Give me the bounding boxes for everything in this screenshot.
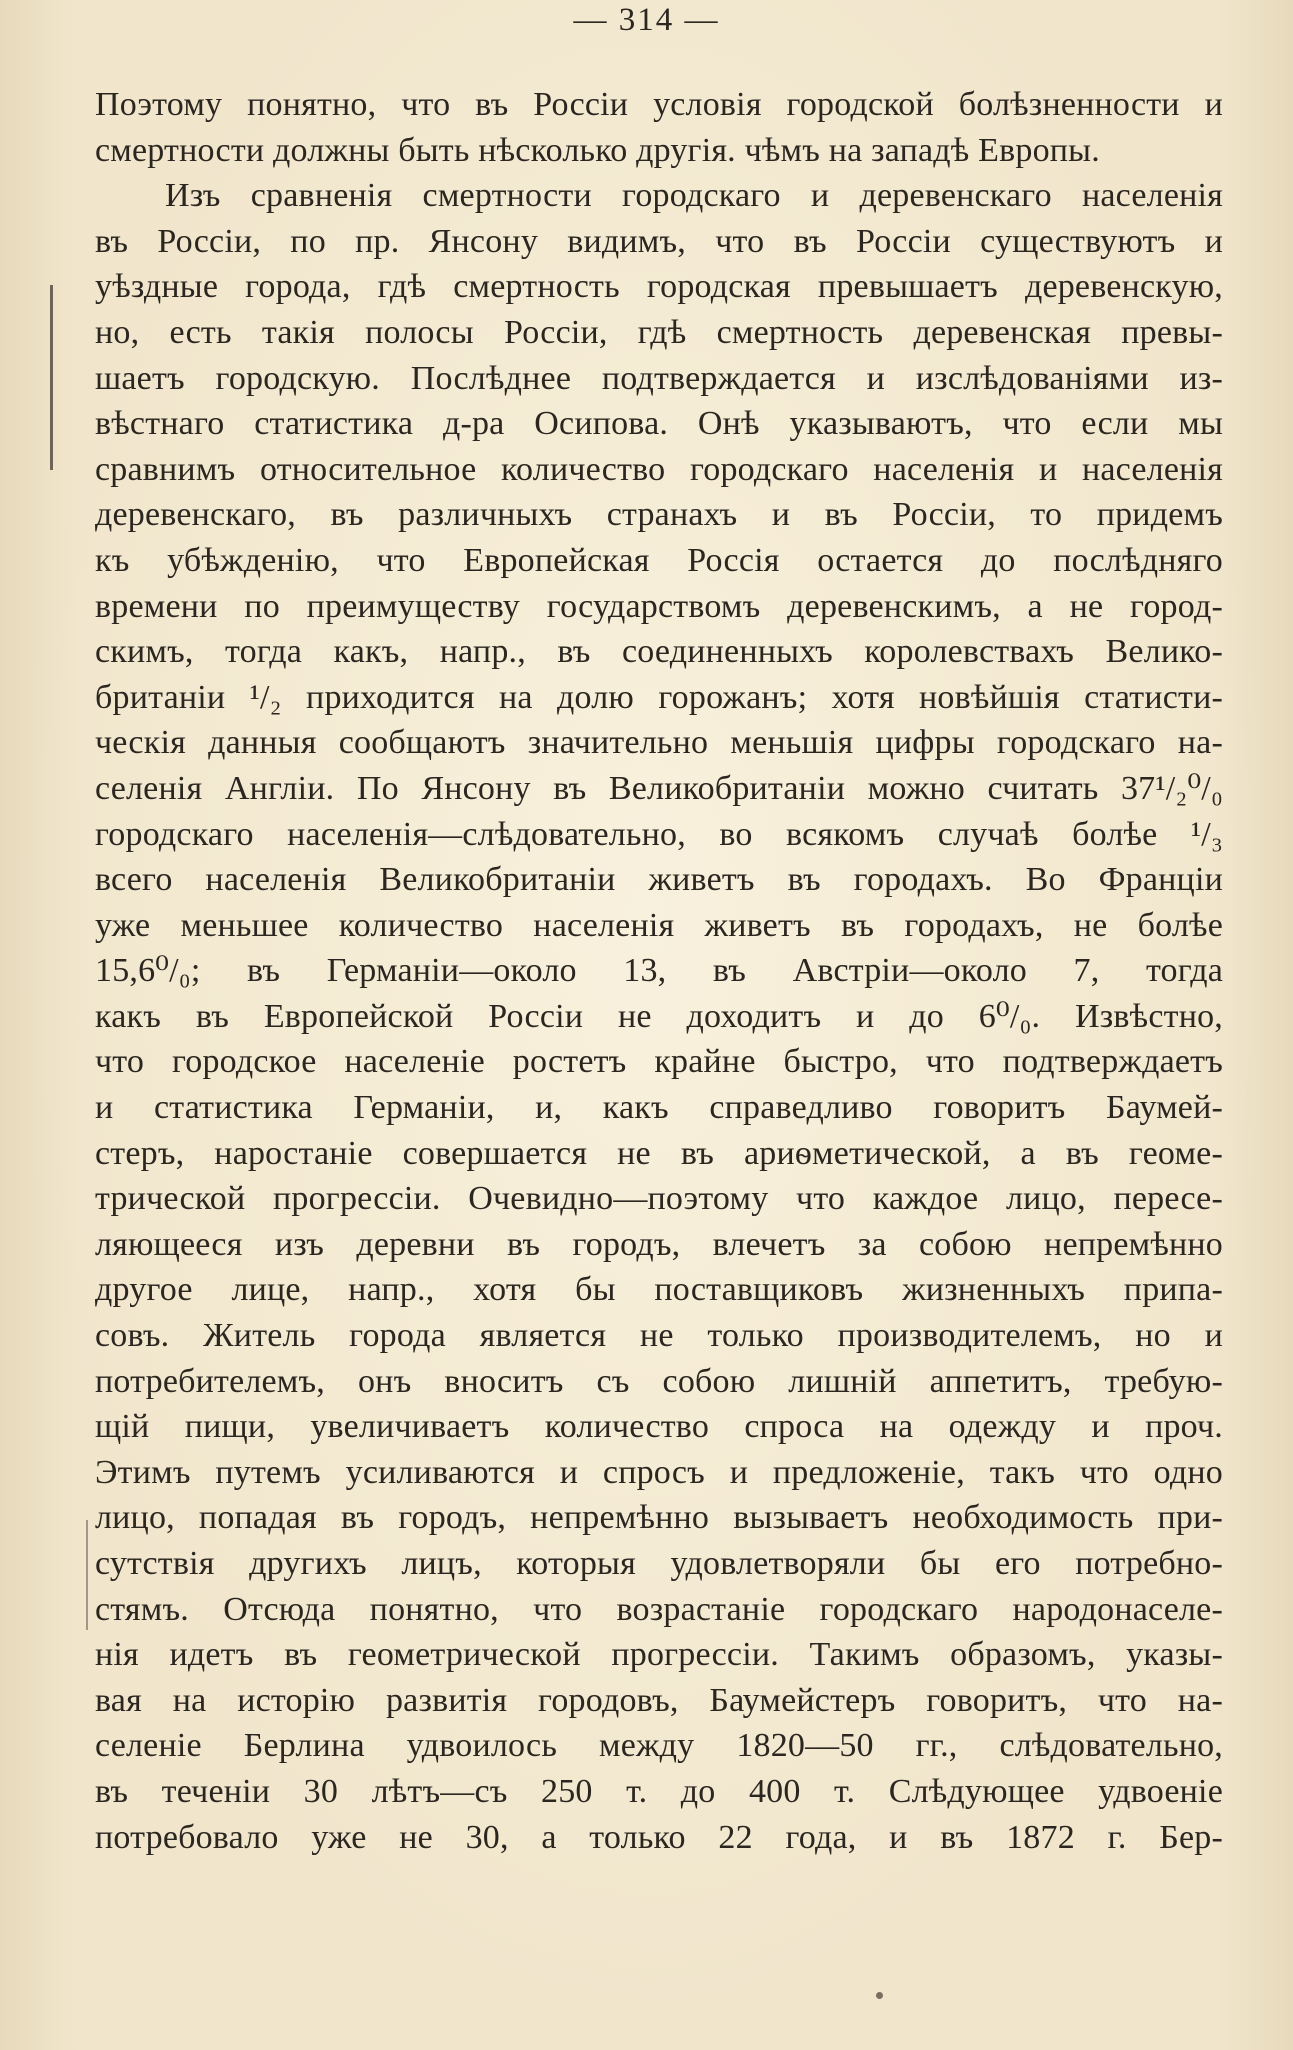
text-line: стеръ, наростаніе совершается не въ ариѳметической, а въ геоме- [95,1134,1223,1172]
text-line: въ Россіи, по пр. Янсону видимъ, что въ Россіи существуютъ и [95,222,1223,260]
text-line: что городское населеніе ростетъ крайне быстро, что подтверждаетъ [95,1043,1223,1081]
text-line: шаетъ городскую. Послѣднее подтверждается и изслѣдованіями из- [95,359,1223,397]
text-line: щій пищи, увеличиваетъ количество спроса на одежду и проч. [95,1408,1223,1446]
text-line: вѣстнаго статистика д-ра Осипова. Онѣ указываютъ, что если мы [95,405,1223,443]
text-line: Поэтому понятно, что въ Россіи условія городской болѣзненности и [95,86,1223,123]
text-line: селенія Англіи. По Янсону въ Великобританіи можно считать 37¹/₂⁰/₀ [95,769,1223,807]
text-line: Изъ сравненія смертности городскаго и деревенскаго населенія [165,177,1223,215]
text-line: другое лице, напр., хотя бы поставщиковъ жизненныхъ припа- [95,1271,1223,1309]
text-line: времени по преимуществу государствомъ деревенскимъ, а не город- [95,587,1223,625]
text-line: 15,6⁰/₀; въ Германіи—около 13, въ Австріи—около 7, тогда [95,952,1223,990]
margin-pencil-mark [86,1520,88,1630]
page-number: — 314 — [573,2,720,38]
text-line: сутствія другихъ лицъ, которыя удовлетворяли бы его потребно- [95,1545,1223,1582]
text-line: Этимъ путемъ усиливаются и спросъ и предложеніе, такъ что одно [95,1453,1223,1491]
text-line: сравнимъ относительное количество городскаго населенія и населенія [95,450,1223,488]
text-line: смертности должны быть нѣсколько другія. чѣмъ на западѣ Европы. [95,131,1100,169]
text-line: но, есть такія полосы Россіи, гдѣ смертность деревенская превы- [95,313,1223,351]
text-line: потребовало уже не 30, а только 22 года, и въ 1872 г. Бер- [95,1818,1223,1856]
text-line: совъ. Житель города является не только производителемъ, но и [95,1317,1223,1355]
text-line: уже меньшее количество населенія живетъ въ городахъ, не болѣе [95,906,1223,944]
text-line: стямъ. Отсюда понятно, что возрастаніе городскаго народонаселе- [95,1590,1223,1628]
text-line: ляющееся изъ деревни въ городъ, влечетъ за собою непремѣнно [95,1225,1223,1263]
text-line: скимъ, тогда какъ, напр., въ соединенныхъ королевствахъ Велико- [95,633,1223,671]
text-line: селеніе Берлина удвоилось между 1820—50 гг., слѣдовательно, [95,1727,1223,1765]
text-line: деревенскаго, въ различныхъ странахъ и въ Россіи, то придемъ [95,496,1223,534]
text-line: вая на исторію развитія городовъ, Баумейстеръ говоритъ, что на- [95,1681,1223,1719]
text-line: какъ въ Европейской Россіи не доходитъ и до 6⁰/₀. Извѣстно, [95,997,1223,1035]
text-line: нія идетъ въ геометрической прогрессіи. Такимъ образомъ, указы- [95,1636,1223,1674]
body-text [95,82,1223,1860]
text-line: британіи ¹/₂ приходится на долю горожанъ; хотя новѣйшія статисти- [95,678,1223,716]
text-line: въ теченіи 30 лѣтъ—съ 250 т. до 400 т. Слѣдующее удвоеніе [95,1772,1223,1810]
margin-pencil-mark [50,285,53,470]
text-line: и статистика Германіи, и, какъ справедливо говоритъ Баумей- [95,1089,1223,1127]
ink-speck [876,1992,883,1999]
text-line: ческія данныя сообщаютъ значительно меньшія цифры городскаго на- [95,724,1223,762]
text-line: лицо, попадая въ городъ, непремѣнно вызываетъ необходимость при- [95,1499,1223,1537]
text-line: трической прогрессіи. Очевидно—поэтому что каждое лицо, пересе- [95,1180,1223,1218]
text-line: потребителемъ, онъ вноситъ съ собою лишній аппетитъ, требую- [95,1362,1223,1400]
text-line: къ убѣжденію, что Европейская Россія остается до послѣдняго [95,541,1223,579]
text-line: городскаго населенія—слѣдовательно, во всякомъ случаѣ болѣе ¹/₃ [95,815,1223,853]
text-line: уѣздные города, гдѣ смертность городская превышаетъ деревенскую, [95,268,1223,306]
text-line: всего населенія Великобританіи живетъ въ городахъ. Во Франціи [95,861,1223,899]
